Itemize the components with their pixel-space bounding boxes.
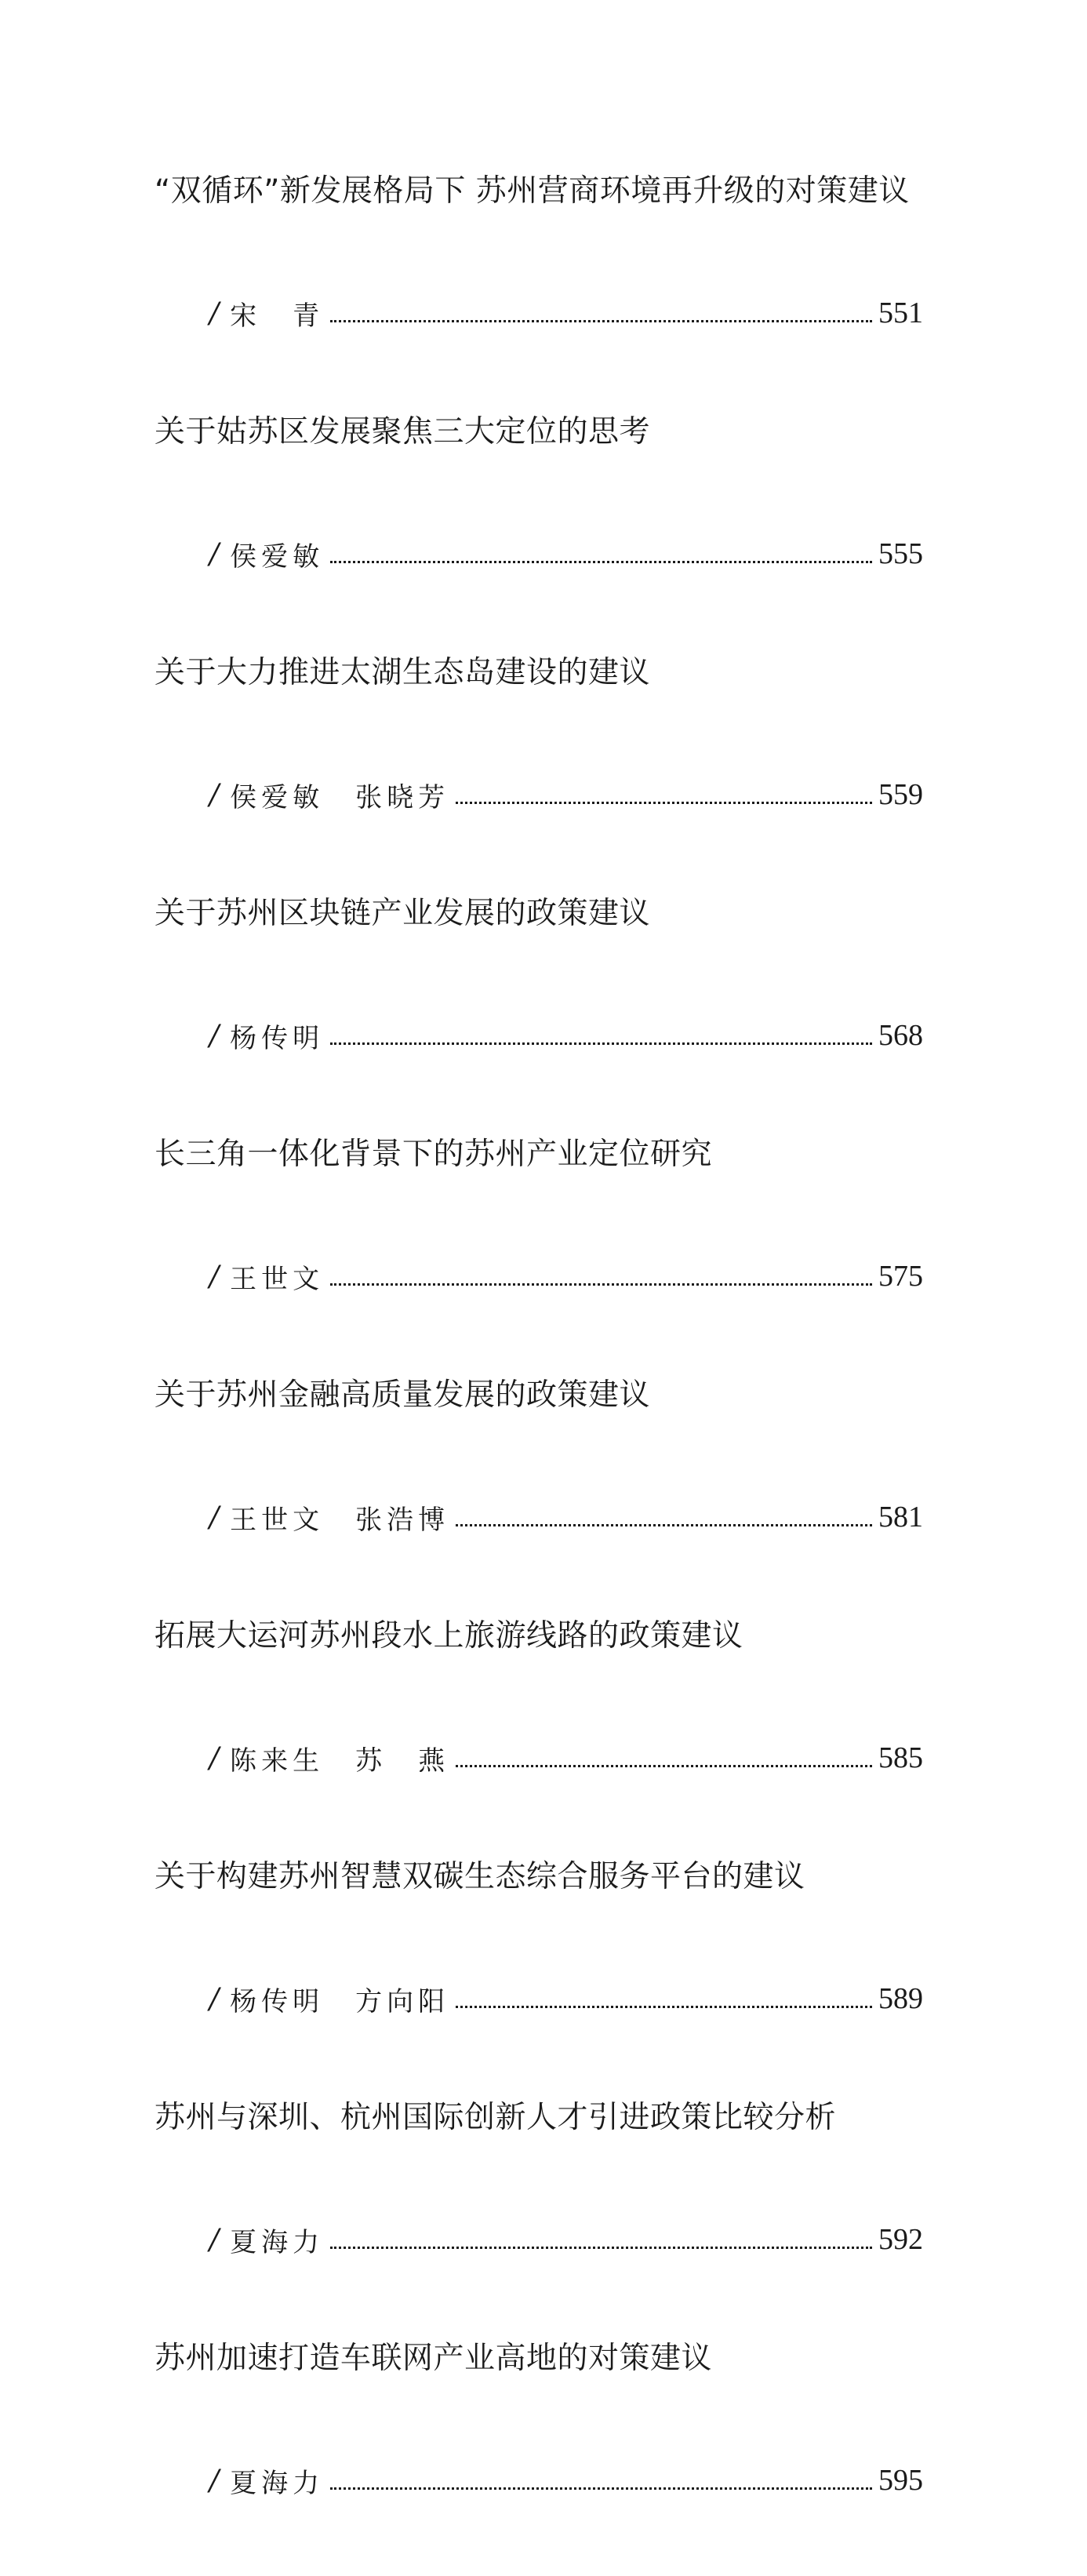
table-of-contents <box>155 168 923 2576</box>
author-slash: / <box>209 2223 220 2256</box>
dot-leader <box>330 561 872 563</box>
dot-leader <box>456 802 872 804</box>
author-slash: / <box>209 1260 220 1293</box>
author-slash: / <box>209 2464 220 2497</box>
entry-authors: 杨传明 <box>230 1022 325 1054</box>
entry-title: 长三角一体化背景下的苏州产业定位研究 <box>155 1137 713 1172</box>
entry-author-line <box>209 1253 923 1300</box>
entry-author-line <box>209 1012 923 1059</box>
dot-leader <box>456 1524 872 1526</box>
toc-entry <box>155 1372 923 1613</box>
entry-authors: 夏海力 <box>230 2226 325 2258</box>
toc-entry <box>155 2094 923 2335</box>
entry-page-number: 559 <box>878 778 923 811</box>
toc-entry <box>155 2335 923 2576</box>
toc-entry <box>155 168 923 409</box>
entry-page-number: 595 <box>878 2464 923 2497</box>
entry-author-line <box>209 771 923 818</box>
entry-page-number: 568 <box>878 1019 923 1052</box>
entry-authors: 宋 青 <box>230 300 325 332</box>
toc-entry <box>155 409 923 649</box>
toc-entry <box>155 1613 923 1854</box>
entry-author-line <box>209 2457 923 2504</box>
entry-authors: 侯爱敏 <box>230 540 325 573</box>
author-slash: / <box>209 1982 220 2015</box>
entry-title: “双循环”新发展格局下 苏州营商环境再升级的对策建议 <box>155 173 910 209</box>
entry-title: 关于姑苏区发展聚焦三大定位的思考 <box>155 414 651 449</box>
entry-authors: 陈来生 苏 燕 <box>230 1745 450 1777</box>
dot-leader <box>330 320 872 322</box>
entry-title: 苏州加速打造车联网产业高地的对策建议 <box>155 2341 713 2376</box>
entry-title: 关于构建苏州智慧双碳生态综合服务平台的建议 <box>155 1859 805 1894</box>
toc-entry <box>155 1854 923 2094</box>
entry-author-line <box>209 2216 923 2263</box>
entry-authors: 王世文 张浩博 <box>230 1504 450 1536</box>
dot-leader <box>330 1283 872 1286</box>
dot-leader <box>456 2006 872 2008</box>
entry-authors: 夏海力 <box>230 2467 325 2499</box>
entry-page-number: 575 <box>878 1260 923 1293</box>
entry-title: 关于苏州区块链产业发展的政策建议 <box>155 896 651 931</box>
entry-author-line <box>209 1975 923 2022</box>
entry-authors: 侯爱敏 张晓芳 <box>230 781 450 813</box>
entry-page-number: 589 <box>878 1982 923 2015</box>
author-slash: / <box>209 1741 220 1774</box>
entry-title: 苏州与深圳、杭州国际创新人才引进政策比较分析 <box>155 2100 837 2135</box>
entry-page-number: 581 <box>878 1501 923 1534</box>
author-slash: / <box>209 297 220 329</box>
toc-entry <box>155 1131 923 1372</box>
entry-page-number: 551 <box>878 297 923 329</box>
entry-author-line <box>209 530 923 577</box>
author-slash: / <box>209 537 220 570</box>
entry-authors: 王世文 <box>230 1263 325 1295</box>
author-slash: / <box>209 1501 220 1534</box>
entry-title: 关于苏州金融高质量发展的政策建议 <box>155 1377 651 1413</box>
entry-page-number: 585 <box>878 1741 923 1774</box>
entry-authors: 杨传明 方向阳 <box>230 1985 450 2018</box>
entry-author-line <box>209 1734 923 1781</box>
entry-author-line <box>209 1494 923 1541</box>
dot-leader <box>456 1765 872 1767</box>
author-slash: / <box>209 778 220 811</box>
dot-leader <box>330 2487 872 2490</box>
entry-title: 拓展大运河苏州段水上旅游线路的政策建议 <box>155 1618 743 1654</box>
entry-page-number: 555 <box>878 537 923 570</box>
entry-title: 关于大力推进太湖生态岛建设的建议 <box>155 655 651 690</box>
dot-leader <box>330 2247 872 2249</box>
author-slash: / <box>209 1019 220 1052</box>
toc-entry <box>155 649 923 890</box>
entry-author-line <box>209 289 923 337</box>
entry-page-number: 592 <box>878 2223 923 2256</box>
toc-entry <box>155 890 923 1131</box>
dot-leader <box>330 1042 872 1045</box>
